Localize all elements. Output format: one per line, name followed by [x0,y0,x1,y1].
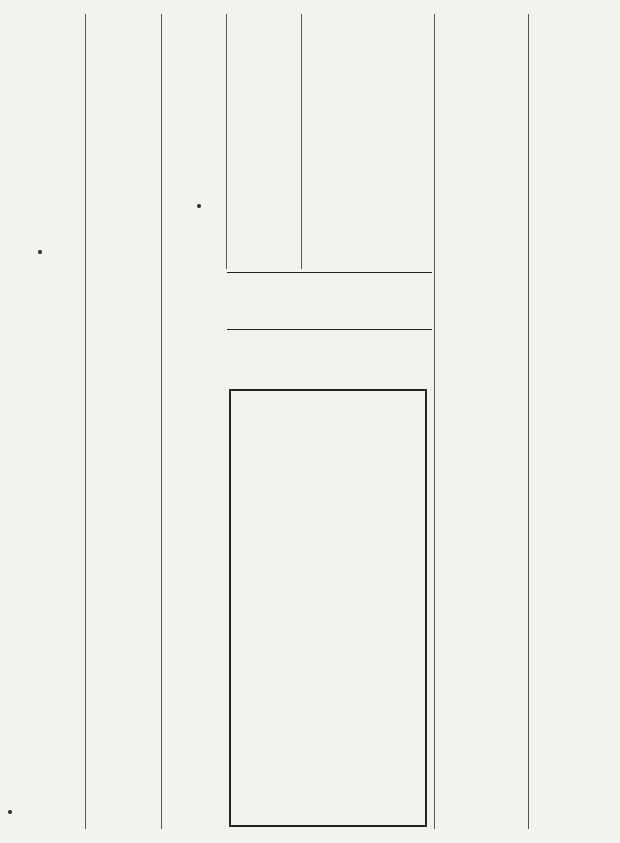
column-rule [301,14,302,269]
classified-column-7 [532,14,614,829]
classified-column-4 [230,28,298,280]
column-rule [161,14,162,829]
print-mark [197,204,201,208]
column-rule [528,14,529,829]
advertisement-edificio [227,272,432,330]
print-mark [8,810,12,814]
print-mark [38,250,42,254]
column-rule [434,14,435,829]
classified-column-1 [14,14,82,829]
classified-column-3 [165,14,223,829]
newspaper-page [14,14,614,829]
classified-column-2 [90,14,158,829]
pharmacies-on-duty-box [229,389,427,827]
column-rule [85,14,86,829]
classified-column-6 [438,14,524,829]
box-title [235,391,421,401]
advertisement-farmacia [227,332,432,384]
column-rule [226,14,227,269]
